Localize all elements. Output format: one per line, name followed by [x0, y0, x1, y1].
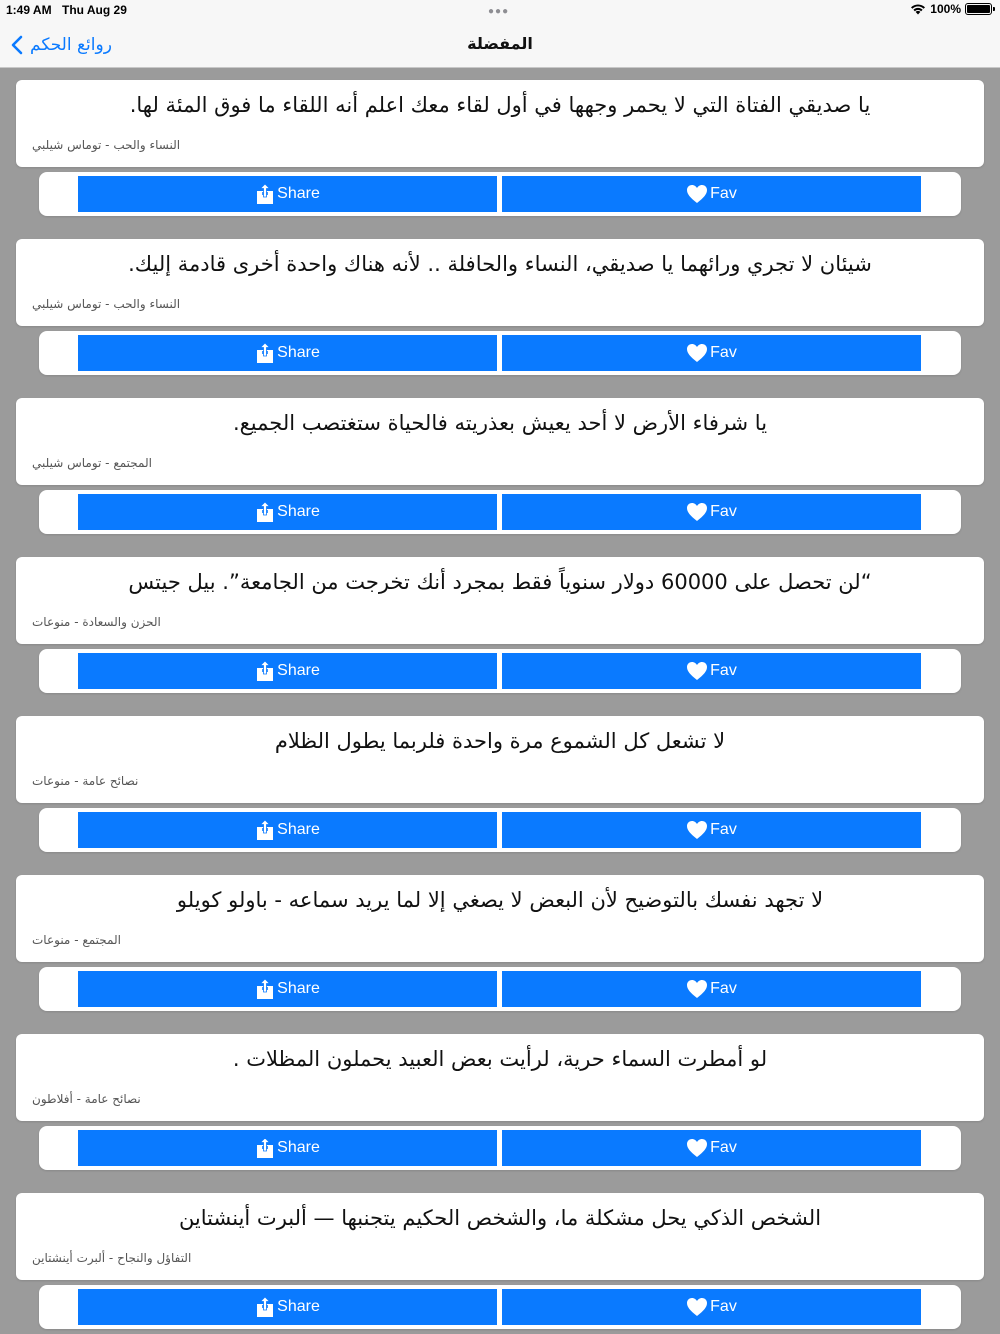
- heart-icon: [686, 1138, 708, 1158]
- fav-button[interactable]: [502, 1130, 921, 1166]
- quote-meta: [32, 456, 152, 470]
- heart-icon: [686, 184, 708, 204]
- share-button-label: Share: [277, 185, 320, 202]
- heart-icon: [686, 502, 708, 522]
- action-bar: [39, 967, 961, 1011]
- meta-separator: -: [70, 615, 83, 629]
- quote-author: منوعات: [32, 933, 71, 947]
- fav-button[interactable]: [502, 176, 921, 212]
- quote-category: المجتمع: [82, 933, 121, 947]
- action-bar: [39, 1285, 961, 1329]
- quote-card[interactable]: [16, 80, 984, 167]
- navigation-bar: [0, 22, 1000, 68]
- share-icon: [255, 819, 275, 841]
- share-button-label: Share: [277, 1298, 320, 1315]
- quote-meta: [32, 297, 180, 311]
- quote-text: يا شرفاء الأرض لا أحد يعيش بعذريته فالحياة ستغتصب الجميع.: [232, 411, 768, 435]
- fav-button[interactable]: [502, 494, 921, 530]
- quote-category: نصائح عامة: [82, 774, 139, 788]
- quote-text: لا تجهد نفسك بالتوضيح لأن البعض لا يصغي إلا لما يريد سماعه - باولو كويلو: [176, 888, 824, 912]
- meta-separator: -: [101, 456, 114, 470]
- quote-card[interactable]: [16, 1193, 984, 1280]
- share-button[interactable]: [78, 335, 497, 371]
- fav-button[interactable]: [502, 653, 921, 689]
- quote-meta: [32, 1251, 191, 1265]
- fav-button-label: Fav: [710, 821, 737, 838]
- share-icon: [255, 978, 275, 1000]
- action-bar: [39, 649, 961, 693]
- meta-separator: -: [101, 138, 114, 152]
- meta-separator: -: [70, 774, 83, 788]
- share-icon: [255, 660, 275, 682]
- quote-meta: [32, 138, 180, 152]
- share-button[interactable]: [78, 1130, 497, 1166]
- share-icon: [255, 183, 275, 205]
- list-item: [0, 1022, 1000, 1181]
- meta-separator: -: [105, 1251, 118, 1265]
- list-item: [0, 386, 1000, 545]
- share-icon: [255, 342, 275, 364]
- quote-author: توماس شيلبي: [32, 456, 102, 470]
- list-item: [0, 227, 1000, 386]
- heart-icon: [686, 343, 708, 363]
- quote-text: لا تشعل كل الشموع مرة واحدة فلربما يطول الظلام: [274, 729, 726, 753]
- fav-button[interactable]: [502, 812, 921, 848]
- fav-button[interactable]: [502, 971, 921, 1007]
- fav-button-label: Fav: [710, 1139, 737, 1156]
- meta-separator: -: [70, 933, 83, 947]
- action-bar: [39, 172, 961, 216]
- battery-icon: [965, 3, 992, 15]
- share-button-label: Share: [277, 821, 320, 838]
- share-button[interactable]: [78, 971, 497, 1007]
- quote-card[interactable]: [16, 875, 984, 962]
- share-button-label: Share: [277, 662, 320, 679]
- share-icon: [255, 501, 275, 523]
- list-item: [0, 545, 1000, 704]
- quote-category: المجتمع: [113, 456, 152, 470]
- quote-meta: [32, 933, 121, 947]
- back-button-label: روائع الحكم: [30, 35, 112, 55]
- quote-card[interactable]: [16, 398, 984, 485]
- quote-text: يا صديقي الفتاة التي لا يحمر وجهها في أول لقاء معك اعلم أنه اللقاء ما فوق المئة لها.: [129, 93, 871, 117]
- share-button[interactable]: [78, 176, 497, 212]
- fav-button[interactable]: [502, 335, 921, 371]
- quote-text: الشخص الذكي يحل مشكلة ما، والشخص الحكيم يتجنبها — ألبرت أينشتاين: [178, 1206, 822, 1230]
- share-button-label: Share: [277, 344, 320, 361]
- quote-meta: [32, 774, 138, 788]
- status-time: 1:49 AM: [6, 3, 52, 17]
- quote-author: أفلاطون: [32, 1092, 73, 1106]
- meta-separator: -: [72, 1092, 85, 1106]
- quote-card[interactable]: [16, 716, 984, 803]
- quote-category: الحزن والسعادة: [82, 615, 161, 629]
- share-button-label: Share: [277, 980, 320, 997]
- quote-list[interactable]: [0, 68, 1000, 1334]
- fav-button-label: Fav: [710, 503, 737, 520]
- heart-icon: [686, 1297, 708, 1317]
- fav-button-label: Fav: [710, 980, 737, 997]
- quote-card[interactable]: [16, 239, 984, 326]
- quote-author: منوعات: [32, 774, 71, 788]
- fav-button[interactable]: [502, 1289, 921, 1325]
- meta-separator: -: [101, 297, 114, 311]
- fav-button-label: Fav: [710, 185, 737, 202]
- quote-meta: [32, 1092, 141, 1106]
- share-icon: [255, 1296, 275, 1318]
- fav-button-label: Fav: [710, 1298, 737, 1315]
- multitasking-dots-icon[interactable]: ●●●: [488, 6, 510, 17]
- quote-category: التفاؤل والنجاح: [117, 1251, 192, 1265]
- share-button-label: Share: [277, 1139, 320, 1156]
- wifi-icon: [910, 3, 926, 15]
- quote-text: لو أمطرت السماء حرية، لرأيت بعض العبيد يحملون المظلات .: [232, 1047, 768, 1071]
- status-right: [910, 2, 992, 16]
- heart-icon: [686, 979, 708, 999]
- list-item: [0, 704, 1000, 863]
- status-date: Thu Aug 29: [62, 3, 127, 17]
- quote-author: ألبرت أينشتاين: [32, 1251, 106, 1265]
- quote-author: توماس شيلبي: [32, 138, 102, 152]
- share-button[interactable]: [78, 1289, 497, 1325]
- share-button[interactable]: [78, 494, 497, 530]
- action-bar: [39, 808, 961, 852]
- quote-author: توماس شيلبي: [32, 297, 102, 311]
- quote-text: شيئان لا تجري ورائهما يا صديقي، النساء والحافلة .. لأنه هناك واحدة أخرى قادمة إليك.: [128, 252, 872, 276]
- fav-button-label: Fav: [710, 662, 737, 679]
- action-bar: [39, 490, 961, 534]
- list-item: [0, 863, 1000, 1022]
- share-icon: [255, 1137, 275, 1159]
- fav-button-label: Fav: [710, 344, 737, 361]
- share-button-label: Share: [277, 503, 320, 520]
- quote-card[interactable]: [16, 557, 984, 644]
- status-bar: [0, 0, 1000, 22]
- quote-meta: [32, 615, 161, 629]
- list-item: [0, 1181, 1000, 1334]
- quote-category: النساء والحب: [113, 297, 181, 311]
- heart-icon: [686, 661, 708, 681]
- share-button[interactable]: [78, 653, 497, 689]
- heart-icon: [686, 820, 708, 840]
- list-item: [0, 68, 1000, 227]
- action-bar: [39, 1126, 961, 1170]
- quote-category: نصائح عامة: [84, 1092, 141, 1106]
- battery-percent: 100%: [930, 2, 961, 16]
- quote-text: “لن تحصل على 60000 دولار سنوياً فقط بمجرد أنك تخرجت من الجامعة”. بيل جيتس: [128, 570, 872, 594]
- action-bar: [39, 331, 961, 375]
- quote-category: النساء والحب: [113, 138, 181, 152]
- quote-card[interactable]: [16, 1034, 984, 1121]
- quote-author: منوعات: [32, 615, 71, 629]
- page-title: المفضلة: [467, 34, 533, 53]
- share-button[interactable]: [78, 812, 497, 848]
